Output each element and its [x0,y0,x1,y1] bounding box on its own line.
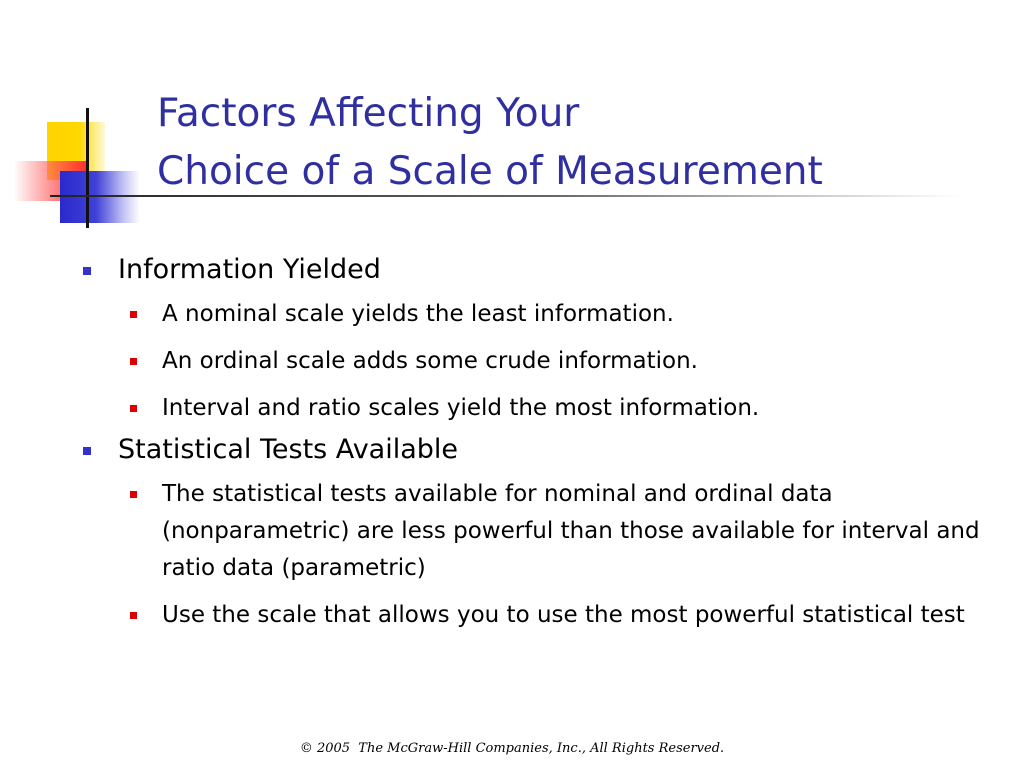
subbullet-text: A nominal scale yields the least information. [162,301,674,327]
slide-title-line-1: Factors Affecting Your [157,91,580,136]
subbullet-text: Use the scale that allows you to use the most powerful statistical test [162,602,965,628]
bullet-information-yielded [80,247,1005,293]
square-bullet-icon [83,267,91,275]
square-bullet-icon [130,405,137,412]
subbullet-text: An ordinal scale adds some crude information. [162,348,698,374]
subbullet-text: Interval and ratio scales yield the most information. [162,395,760,421]
subbullet-use-powerful-test [118,597,1005,634]
subbullet-text: The statistical tests available for nominal and ordinal data (nonparametric) are less powerful than those available for interval and ratio data (parametric) [162,481,980,581]
square-bullet-icon [130,491,137,498]
square-bullet-icon [83,447,91,455]
square-bullet-icon [130,612,137,619]
square-bullet-icon [130,311,137,318]
copyright-footer: © 2005 The McGraw-Hill Companies, Inc., All Rights Reserved. [299,741,725,756]
square-bullet-icon [130,358,137,365]
subbullet-nominal [118,296,1005,333]
blue-square-decoration [60,171,140,223]
bullet-text: Information Yielded [118,254,381,285]
subbullet-ordinal [118,343,1005,380]
slide-title [157,85,823,201]
bullet-statistical-tests [80,427,1005,473]
vertical-rule [86,108,89,228]
bullet-text: Statistical Tests Available [118,434,459,465]
slide-body [80,247,1005,634]
slide-title-line-2: Choice of a Scale of Measurement [157,149,823,194]
title-decoration [0,100,160,240]
subbullet-tests-power [118,476,1005,587]
subbullet-interval-ratio [118,390,1005,427]
